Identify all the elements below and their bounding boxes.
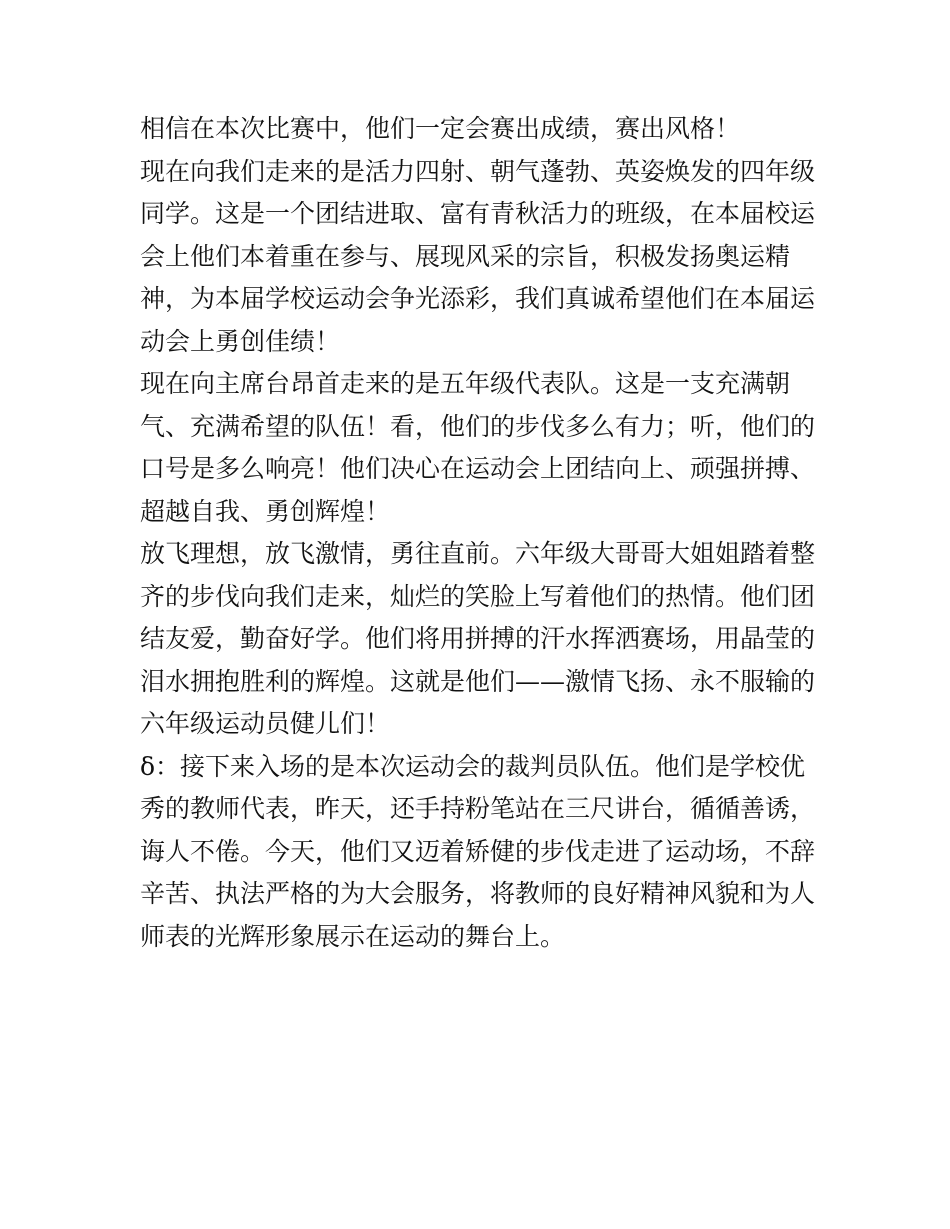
text-line: 六年级运动员健儿们！ [140, 709, 391, 738]
text-line: 会上他们本着重在参与、展现风采的宗旨，积极发扬奥运精 [140, 241, 791, 271]
text-line: 现在向我们走来的是活力四射、朝气蓬勃、英姿焕发的四年级 [140, 156, 816, 186]
text-line: 同学。这是一个团结进取、富有青秋活力的班级，在本届校运 [140, 199, 816, 228]
text-line: 师表的光辉形象展示在运动的舞台上。 [140, 921, 566, 951]
text-line: 神，为本届学校运动会争光添彩，我们真诚希望他们在本届运 [140, 284, 816, 313]
text-line: 辛苦、执法严格的为大会服务，将教师的良好精神风貌和为人 [140, 879, 816, 908]
text-line: 口号是多么响亮！他们决心在运动会上团结向上、顽强拼搏、 [140, 454, 816, 483]
text-line: 诲人不倦。今天，他们又迈着矫健的步伐走进了运动场，不辞 [140, 836, 816, 866]
text-line: 气、充满希望的队伍！看，他们的步伐多么有力；听，他们的 [140, 411, 816, 441]
text-line: 相信在本次比赛中，他们一定会赛出成绩，赛出风格！ [140, 114, 741, 143]
text-line: δ：接下来入场的是本次运动会的裁判员队伍。他们是学校优 [140, 751, 806, 781]
text-line: 泪水拥抱胜利的辉煌。这就是他们——激情飞扬、永不服输的 [140, 666, 816, 696]
text-line: 超越自我、勇创辉煌！ [140, 496, 391, 526]
text-line: 动会上勇创佳绩！ [140, 326, 341, 356]
text-line: 放飞理想，放飞激情，勇往直前。六年级大哥哥大姐姐踏着整 [140, 539, 816, 568]
text-line: 齐的步伐向我们走来，灿烂的笑脸上写着他们的热情。他们团 [140, 581, 816, 611]
text-line: 结友爱，勤奋好学。他们将用拼搏的汗水挥洒赛场，用晶莹的 [140, 624, 816, 653]
text-line: 现在向主席台昂首走来的是五年级代表队。这是一支充满朝 [140, 369, 791, 398]
text-line: 秀的教师代表，昨天，还手持粉笔站在三尺讲台，循循善诱， [140, 794, 816, 823]
document-body [140, 108, 840, 958]
